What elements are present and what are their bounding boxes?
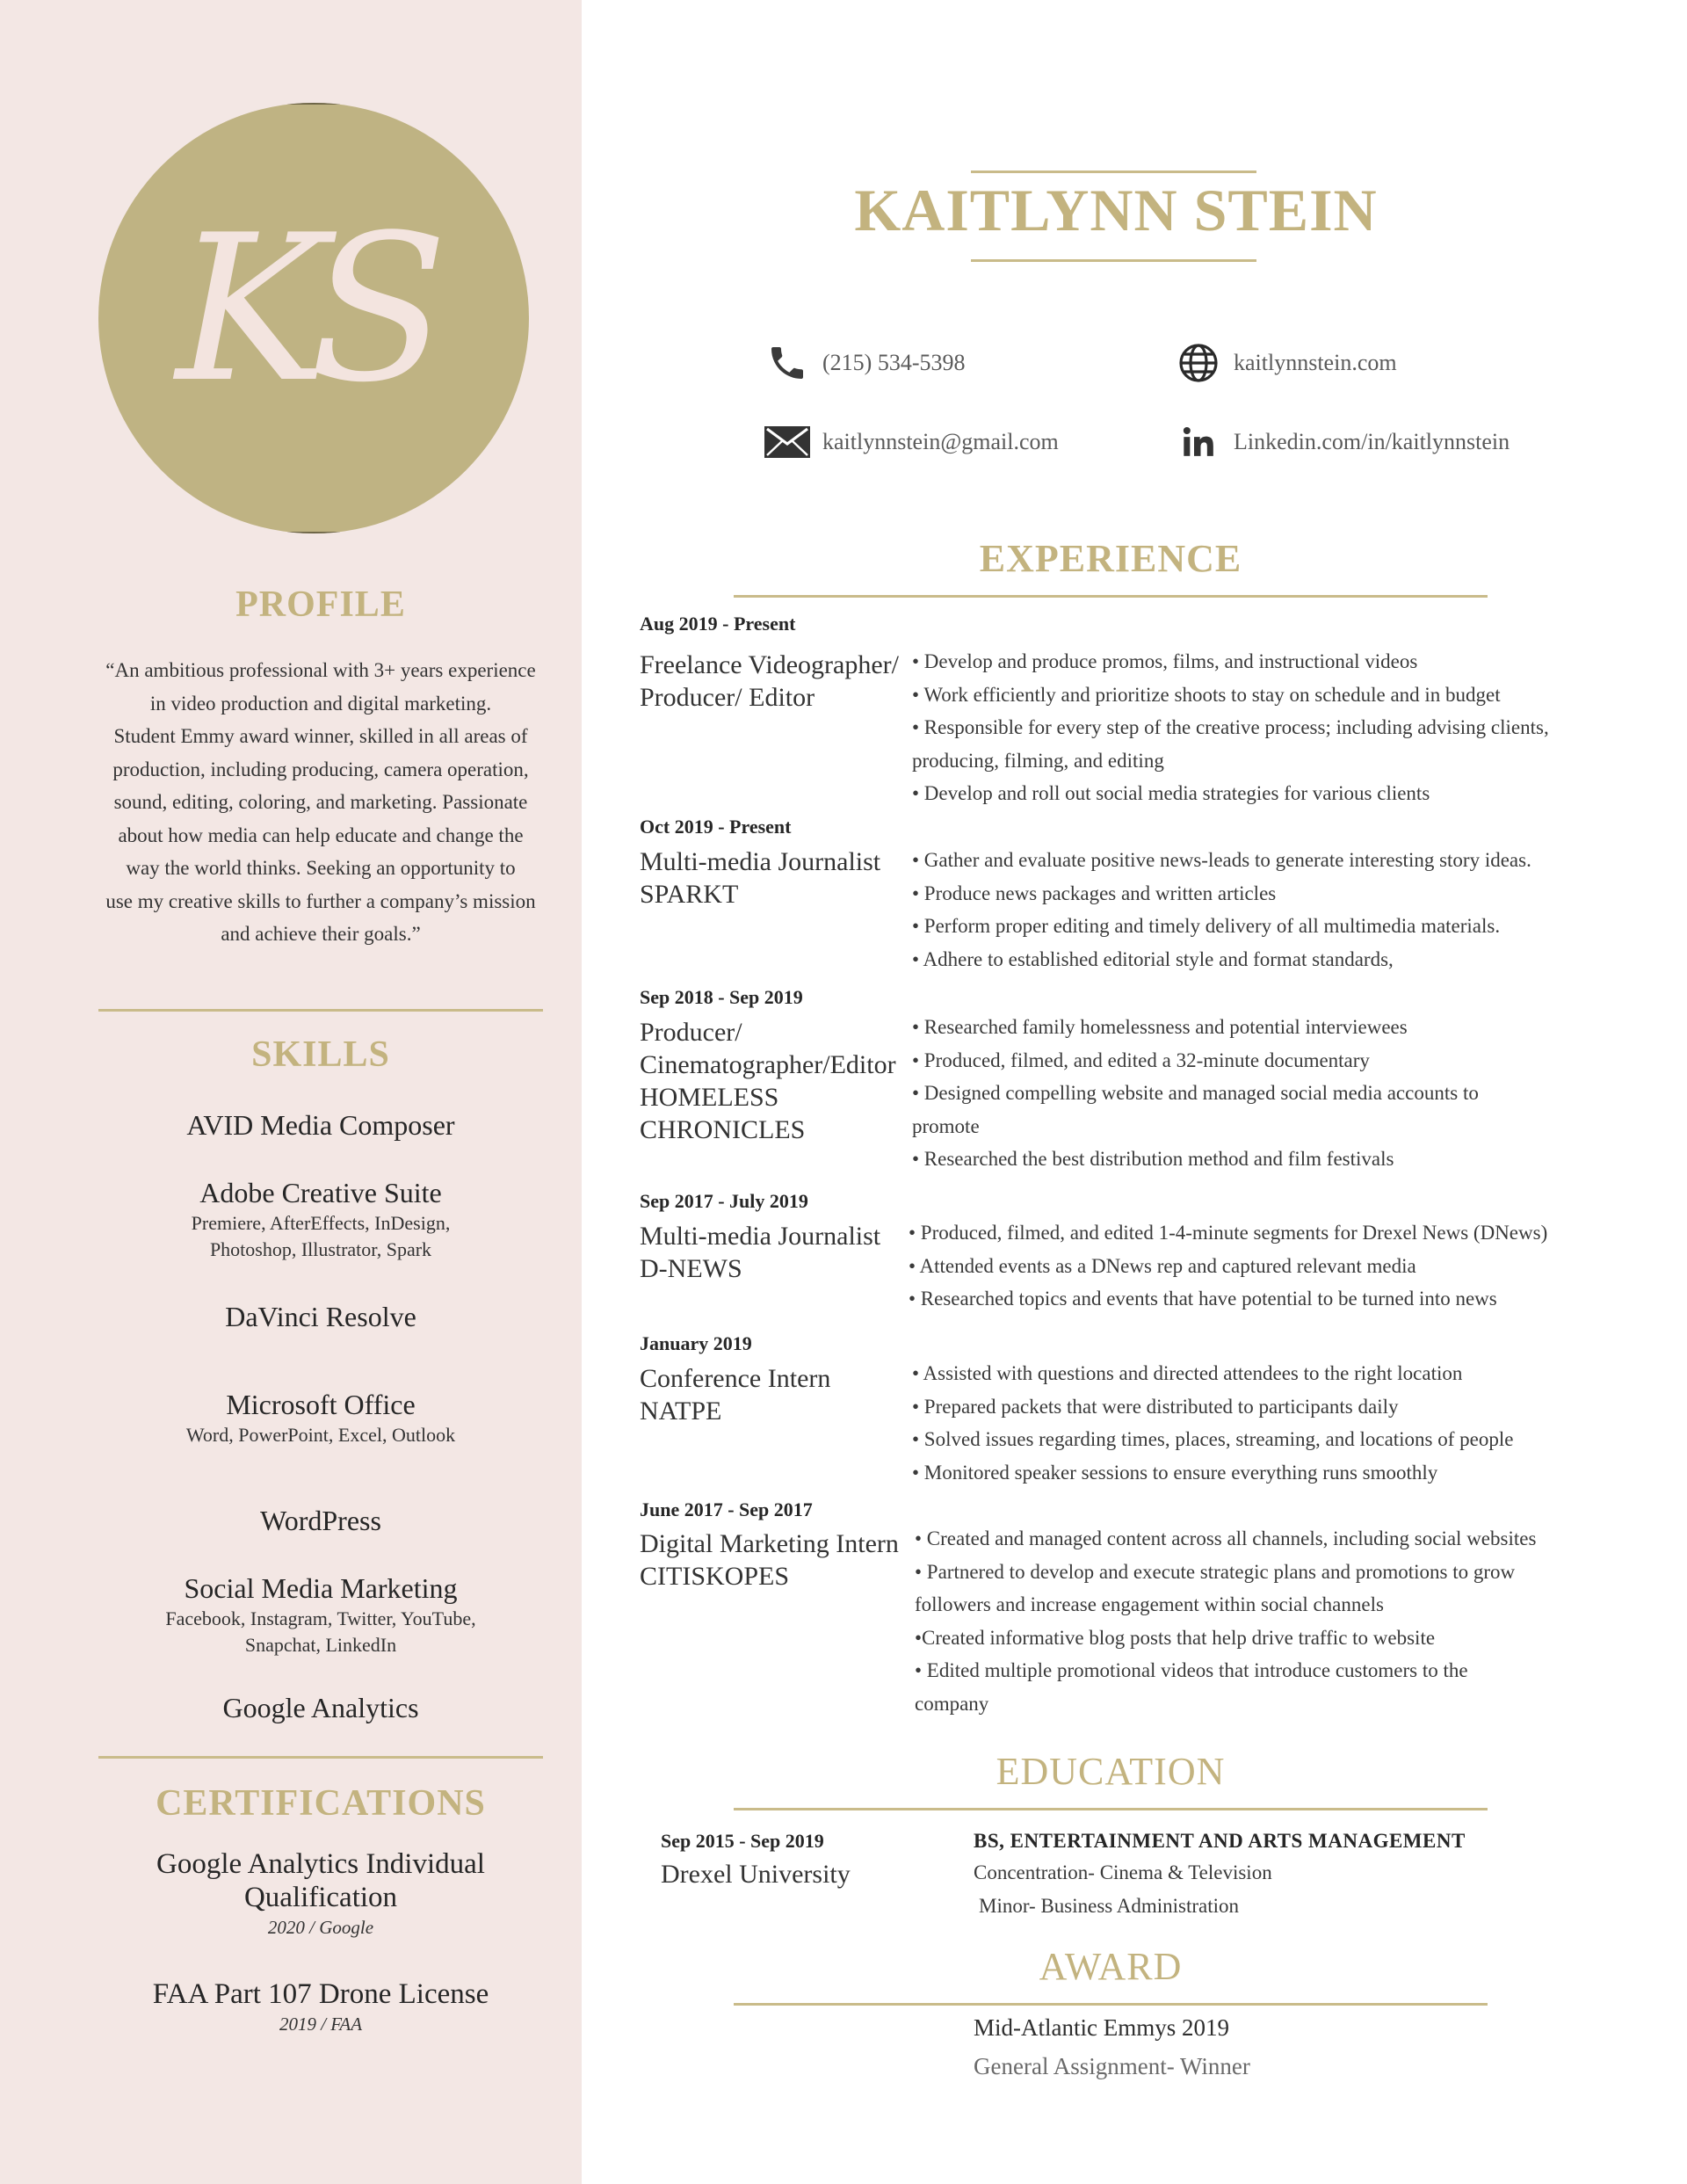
skill-name: Microsoft Office — [226, 1389, 416, 1420]
job-bullet: • Partnered to develop and execute strategic plans and promotions to grow — [915, 1560, 1516, 1583]
job-bullet: producing, filming, and editing — [912, 749, 1164, 772]
monogram-tick-bottom — [287, 532, 340, 533]
job-bullet: • Prepared packets that were distributed to participants daily — [912, 1395, 1399, 1418]
education-minor: Minor- Business Administration — [979, 1895, 1239, 1917]
job-title — [640, 649, 921, 714]
job-bullet: company — [915, 1692, 989, 1715]
job-title — [640, 1527, 921, 1593]
job-date: Aug 2019 - Present — [640, 613, 796, 635]
job-title-line: HOMELESS — [640, 1083, 779, 1112]
skill-detail: Word, PowerPoint, Excel, Outlook — [185, 1424, 456, 1446]
website-text: kaitlynnstein.com — [1234, 350, 1397, 375]
certification-detail: 2020 / Google — [267, 1917, 374, 1938]
skill-item — [98, 1299, 543, 1334]
job-title-line: Producer/ Editor — [640, 683, 815, 712]
skills-heading: SKILLS — [251, 1034, 390, 1075]
contact-linkedin — [1176, 419, 1510, 465]
award-heading: AWARD — [1039, 1945, 1183, 1988]
job-title-line: SPARKT — [640, 880, 739, 909]
job-bullet: followers and increase engagement within social channels — [915, 1593, 1384, 1616]
job-bullet: promote — [912, 1114, 980, 1137]
profile-line: about how media can help educate and change the — [118, 824, 524, 846]
skill-name: Social Media Marketing — [184, 1572, 458, 1604]
job-bullet: • Responsible for every step of the creative process; including advising clients, — [912, 716, 1549, 739]
skill-name: AVID Media Composer — [186, 1109, 455, 1141]
profile-line: and achieve their goals.” — [221, 923, 421, 945]
skill-item — [98, 1387, 543, 1448]
sidebar-divider — [98, 1756, 543, 1759]
skill-name: DaVinci Resolve — [225, 1301, 416, 1332]
job-date: June 2017 - Sep 2017 — [640, 1498, 813, 1520]
job-title-line: Freelance Videographer/ — [640, 650, 900, 679]
education-school: Drexel University — [661, 1860, 851, 1889]
contact-phone — [764, 340, 965, 386]
certification-detail: 2019 / FAA — [279, 2013, 363, 2035]
job-date: Oct 2019 - Present — [640, 816, 792, 838]
certification-item — [98, 1847, 543, 1941]
job-title-line: Multi-media Journalist — [640, 847, 881, 876]
linkedin-text: Linkedin.com/in/kaitlynnstein — [1234, 429, 1510, 454]
skill-name: Google Analytics — [222, 1692, 419, 1723]
skill-detail: Facebook, Instagram, Twitter, YouTube, — [165, 1607, 476, 1629]
profile-line: use my creative skills to further a company’s mission — [105, 889, 536, 912]
phone-text: (215) 534-5398 — [822, 350, 966, 375]
envelope-icon — [764, 419, 810, 465]
profile-line: in video production and digital marketing. — [149, 692, 492, 715]
job-bullet: • Monitored speaker sessions to ensure everything runs smoothly — [912, 1461, 1438, 1484]
job-date: Sep 2018 - Sep 2019 — [640, 986, 803, 1008]
skill-item — [98, 1107, 543, 1143]
contact-website — [1176, 340, 1397, 386]
skill-name: Adobe Creative Suite — [199, 1177, 442, 1208]
monogram-logo: KS — [176, 192, 431, 427]
job-title-line: Cinematographer/Editor — [640, 1050, 896, 1079]
skill-detail: Snapchat, LinkedIn — [244, 1634, 397, 1656]
certifications-heading: CERTIFICATIONS — [156, 1783, 486, 1824]
job-bullet: • Researched the best distribution method and film festivals — [912, 1148, 1394, 1171]
person-name: KAITLYNN STEIN — [854, 177, 1378, 243]
job-bullet: • Researched family homelessness and potential interviewees — [912, 1016, 1408, 1038]
profile-line: way the world thinks. Seeking an opportunity to — [126, 857, 516, 879]
contact-email — [764, 419, 1059, 465]
certification-name: Qualification — [243, 1882, 398, 1913]
job-bullet: • Solved issues regarding times, places, streaming, and locations of people — [912, 1428, 1514, 1451]
sidebar-divider — [98, 1009, 543, 1012]
job-title-line: Conference Intern — [640, 1364, 831, 1393]
job-title-line: Digital Marketing Intern — [640, 1529, 899, 1558]
education-concentration: Concentration- Cinema & Television — [974, 1861, 1272, 1883]
job-date: January 2019 — [640, 1332, 752, 1354]
education-date: Sep 2015 - Sep 2019 — [661, 1830, 824, 1852]
job-bullet: • Produce news packages and written articles — [912, 882, 1277, 904]
experience-rule — [734, 595, 1488, 598]
skill-item — [98, 1571, 543, 1658]
job-bullet: • Develop and produce promos, films, and instructional videos — [912, 650, 1418, 672]
profile-text — [95, 654, 547, 951]
job-title-line: D-NEWS — [640, 1254, 742, 1283]
certification-item — [98, 1977, 543, 2037]
job-bullet: • Designed compelling website and managed social media accounts to — [912, 1082, 1479, 1105]
skill-item — [98, 1175, 543, 1263]
profile-heading: PROFILE — [235, 584, 406, 625]
job-bullet: • Researched topics and events that have potential to be turned into news — [909, 1288, 1497, 1310]
job-title-line: Producer/ — [640, 1018, 742, 1047]
job-bullet: •Created informative blog posts that help drive traffic to website — [915, 1626, 1436, 1649]
job-title — [640, 845, 921, 911]
job-bullets — [912, 1011, 1479, 1176]
phone-icon — [764, 340, 810, 386]
profile-line: Student Emmy award winner, skilled in all areas of — [113, 725, 528, 747]
name-rule-bottom — [971, 259, 1256, 262]
award-name: Mid-Atlantic Emmys 2019 — [974, 2014, 1229, 2041]
job-title — [640, 1016, 921, 1146]
linkedin-icon — [1176, 419, 1221, 465]
job-bullet: • Produced, filmed, and edited a 32-minute documentary — [912, 1048, 1370, 1071]
job-bullets — [915, 1522, 1536, 1721]
job-bullet: • Edited multiple promotional videos that introduce customers to the — [915, 1659, 1468, 1682]
job-bullets — [912, 1357, 1513, 1489]
job-bullet: • Adhere to established editorial style and format standards, — [912, 947, 1394, 970]
award-rule — [734, 2003, 1488, 2006]
monogram-circle — [98, 103, 529, 533]
name-rule-top — [971, 171, 1256, 173]
job-bullet: • Assisted with questions and directed attendees to the right location — [912, 1362, 1463, 1384]
job-bullet: • Gather and evaluate positive news-leads to generate interesting story ideas. — [912, 849, 1531, 871]
profile-line: “An ambitious professional with 3+ years experience — [105, 659, 536, 681]
job-bullets — [909, 1216, 1547, 1316]
education-heading: EDUCATION — [996, 1750, 1226, 1793]
job-title — [640, 1220, 921, 1285]
job-bullet: • Work efficiently and prioritize shoots to stay on schedule and in budget — [912, 683, 1501, 706]
job-bullet: • Perform proper editing and timely delivery of all multimedia materials. — [912, 915, 1501, 938]
skill-name: WordPress — [260, 1505, 381, 1536]
profile-line: sound, editing, coloring, and marketing. Passionate — [113, 791, 528, 813]
skill-item — [98, 1690, 543, 1725]
experience-heading: EXPERIENCE — [979, 537, 1242, 580]
job-bullet: • Created and managed content across all channels, including social websites — [915, 1527, 1537, 1549]
certification-name: Google Analytics Individual — [156, 1848, 485, 1880]
education-degree: BS, ENTERTAINMENT AND ARTS MANAGEMENT — [974, 1830, 1466, 1852]
globe-icon — [1176, 340, 1221, 386]
education-rule — [734, 1808, 1488, 1810]
job-bullet: • Produced, filmed, and edited 1-4-minute segments for Drexel News (DNews) — [909, 1222, 1548, 1244]
email-text: kaitlynnstein@gmail.com — [822, 429, 1059, 454]
job-bullet: • Attended events as a DNews rep and captured relevant media — [909, 1254, 1416, 1277]
job-title-line: Multi-media Journalist — [640, 1222, 881, 1251]
job-bullet: • Develop and roll out social media strategies for various clients — [912, 782, 1430, 805]
job-date: Sep 2017 - July 2019 — [640, 1190, 808, 1212]
job-title-line: NATPE — [640, 1397, 722, 1426]
skill-detail: Photoshop, Illustrator, Spark — [209, 1238, 432, 1260]
job-bullets — [912, 645, 1549, 810]
job-title — [640, 1362, 921, 1427]
award-detail: General Assignment- Winner — [974, 2053, 1250, 2079]
skill-item — [98, 1503, 543, 1538]
skill-detail: Premiere, AfterEffects, InDesign, — [191, 1212, 451, 1234]
job-bullets — [912, 844, 1531, 976]
job-title-line: CHRONICLES — [640, 1115, 806, 1144]
certification-name: FAA Part 107 Drone License — [152, 1978, 489, 2010]
profile-line: production, including producing, camera operation, — [112, 758, 529, 780]
job-title-line: CITISKOPES — [640, 1562, 790, 1591]
